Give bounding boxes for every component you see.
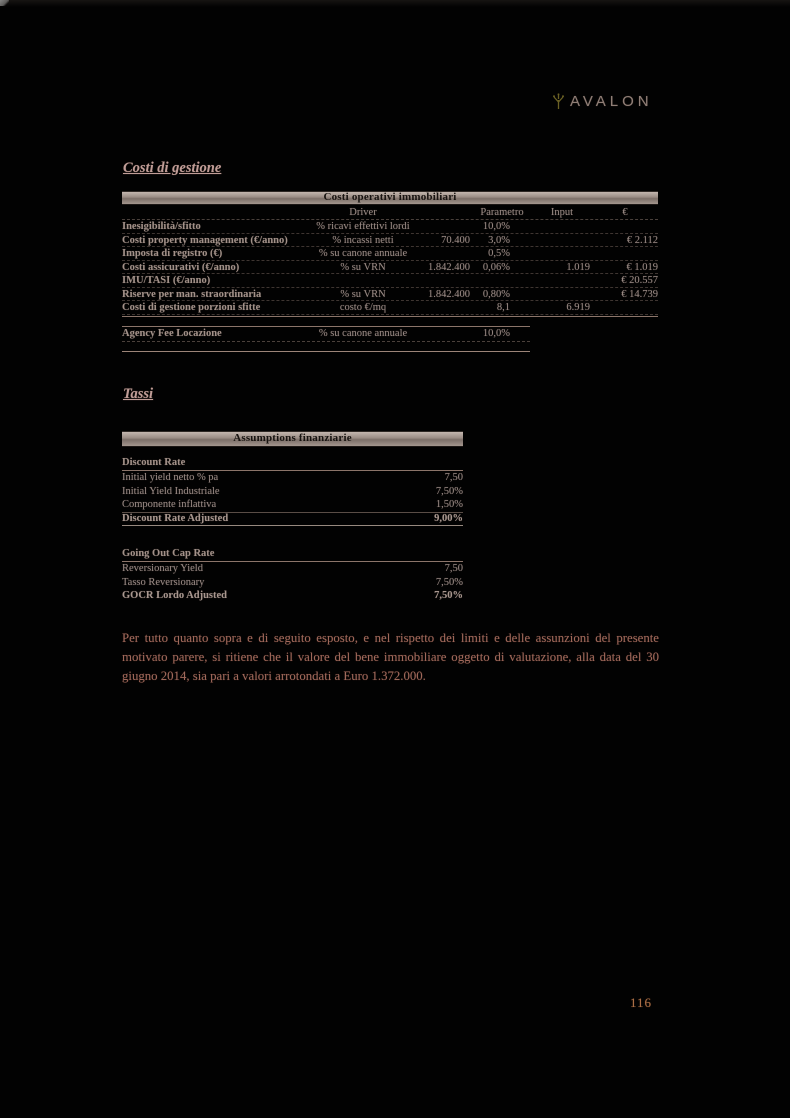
row-value: 1.842.400 — [428, 288, 470, 300]
assumptions-finanziarie-table — [122, 431, 463, 603]
logo-wordmark: AVALON — [570, 93, 653, 110]
table-title-bar — [122, 191, 658, 205]
table-row — [122, 562, 463, 576]
table-title: Costi operativi immobiliari — [323, 191, 457, 204]
section-gap — [122, 526, 463, 538]
conclusion-paragraph: Per tutto quanto sopra e di seguito esposto, e nel rispetto dei limiti e delle assunzioni del presente motivato parere, si ritiene che il valore del bene immobiliare oggetto di valutazione, alla data del 30 giugno 2014, sia pari a valori arrotondati a Euro 1.372.000. — [122, 631, 659, 683]
row-input: 1.019 — [566, 261, 590, 273]
row-parametro: 10,0% — [482, 221, 510, 232]
row-value: 7,50 — [444, 472, 463, 483]
scan-top-strip — [0, 0, 790, 7]
row-label: GOCR Lordo Adjusted — [122, 590, 228, 601]
row-driver: % incassi netti — [332, 234, 394, 246]
discount-rate-heading: Discount Rate — [122, 456, 463, 471]
row-label: Inesigibilità/sfitto — [122, 221, 201, 232]
col-header-parametro: Parametro — [480, 207, 524, 218]
section-heading-costi-di-gestione: Costi di gestione — [123, 160, 222, 176]
row-label: Componente inflattiva — [122, 499, 217, 510]
row-label: Costi di gestione porzioni sfitte — [122, 302, 261, 313]
row-parametro: 0,5% — [488, 248, 510, 259]
table-row — [122, 498, 463, 512]
row-euro: € 1.019 — [626, 261, 658, 273]
page-number: 116 — [630, 995, 653, 1010]
table-row — [122, 261, 658, 275]
table-row — [122, 301, 658, 315]
row-euro: € 2.112 — [626, 234, 658, 246]
row-label: IMU/TASI (€/anno) — [122, 275, 211, 286]
row-driver: costo €/mq — [339, 302, 387, 313]
row-driver: % su VRN — [340, 261, 386, 273]
table-title: Assumptions finanziarie — [233, 432, 352, 445]
row-value: 7,50% — [435, 576, 463, 588]
row-driver: % su canone annuale — [318, 328, 408, 340]
section-heading-tassi: Tassi — [123, 386, 154, 402]
avalon-logo — [551, 93, 653, 110]
table-row — [122, 327, 530, 342]
col-header-driver: Driver — [349, 207, 377, 218]
table-row — [122, 220, 658, 234]
row-value: 7,50 — [444, 563, 463, 574]
table-title-bar — [122, 431, 463, 447]
row-value: 7,50% — [434, 590, 463, 601]
row-label: Riserve per man. straordinaria — [122, 288, 262, 300]
table-row-total — [122, 512, 463, 526]
plant-icon — [551, 93, 566, 110]
row-driver: % ricavi effettivi lordi — [316, 221, 410, 232]
col-header-euro: € — [622, 207, 628, 218]
row-label: Agency Fee Locazione — [122, 328, 222, 340]
table-row — [122, 576, 463, 590]
going-out-cap-rate-heading: Going Out Cap Rate — [122, 547, 463, 562]
scan-corner-artifact — [0, 0, 9, 6]
row-euro: € 20.557 — [621, 275, 658, 286]
row-label: Initial Yield Industriale — [122, 485, 220, 497]
row-value: 7,50% — [435, 485, 463, 497]
row-driver: % su canone annuale — [318, 248, 408, 259]
agency-fee-table — [122, 326, 530, 352]
table-bottom-rule — [122, 316, 658, 317]
table-column-headers — [122, 205, 658, 220]
table-bottom-rule — [122, 342, 530, 352]
row-parametro: 8,1 — [496, 302, 510, 313]
table-row — [122, 274, 658, 288]
row-parametro: 10,0% — [482, 328, 510, 340]
row-driver: % su VRN — [340, 288, 386, 300]
row-label: Reversionary Yield — [122, 563, 203, 574]
table-row — [122, 234, 658, 248]
row-parametro: 0,06% — [482, 261, 510, 273]
row-euro: € 14.739 — [621, 288, 658, 300]
row-label: Imposta di registro (€) — [122, 248, 223, 259]
costi-operativi-table — [122, 191, 658, 317]
row-parametro: 0,80% — [482, 288, 510, 300]
row-input: 6.919 — [566, 302, 590, 313]
row-label: Initial yield netto % pa — [122, 472, 219, 483]
row-value: 9,00% — [434, 513, 463, 524]
table-row — [122, 471, 463, 485]
row-parametro: 3,0% — [488, 234, 510, 246]
table-row — [122, 485, 463, 499]
row-label: Costi assicurativi (€/anno) — [122, 261, 240, 273]
row-label: Tasso Reversionary — [122, 576, 205, 588]
row-label: Discount Rate Adjusted — [122, 513, 229, 524]
col-header-input: Input — [550, 207, 574, 218]
table-row — [122, 247, 658, 261]
row-value: 70.400 — [441, 234, 470, 246]
row-label: Costi property management (€/anno) — [122, 234, 288, 246]
table-row — [122, 288, 658, 302]
row-value: 1.842.400 — [428, 261, 470, 273]
table-row-total — [122, 589, 463, 603]
row-value: 1,50% — [435, 499, 463, 510]
